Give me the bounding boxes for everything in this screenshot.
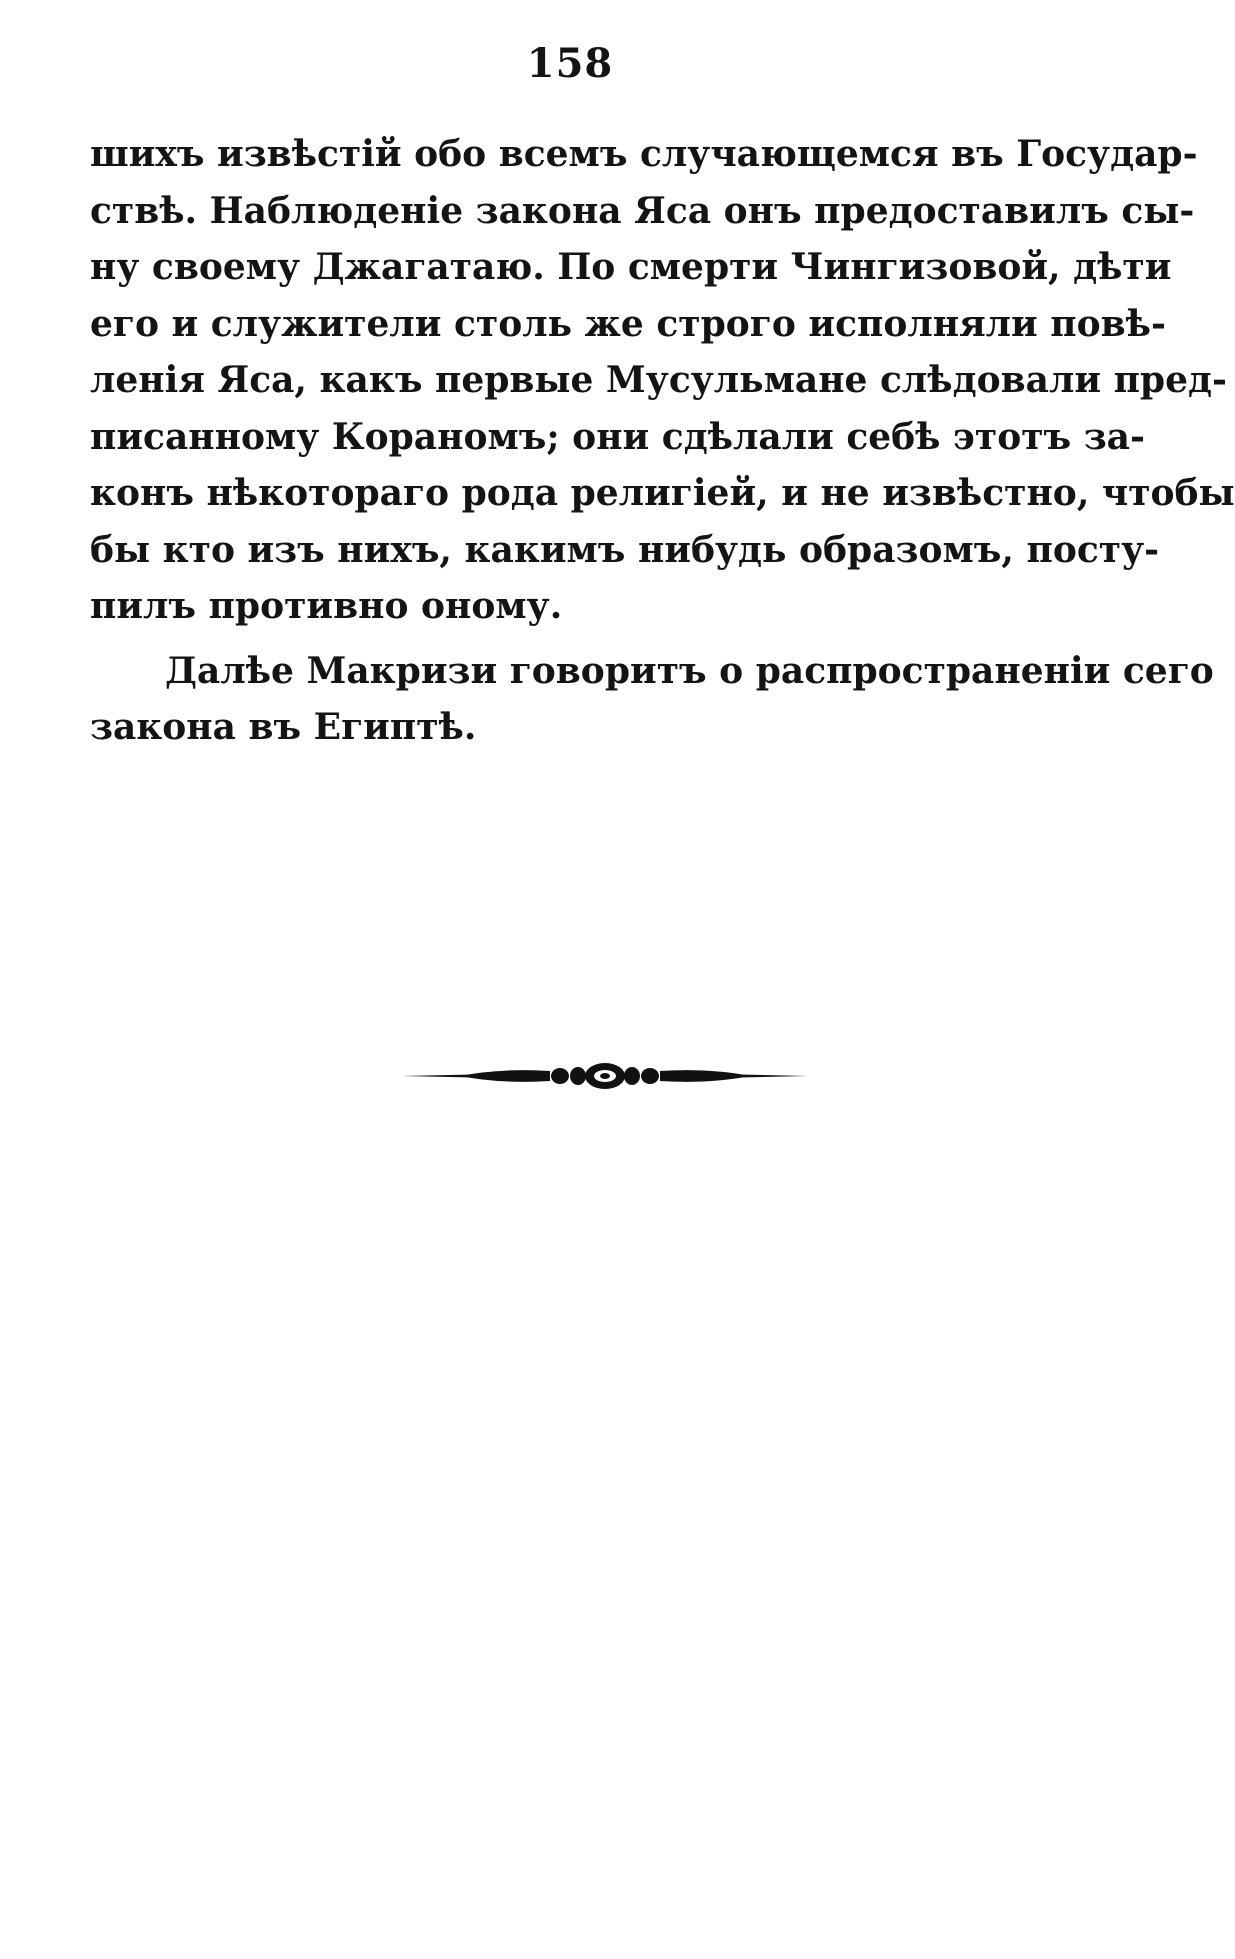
text-line: писанному Кораномъ; они сдѣлали себѣ этотъ за- [90,415,1145,458]
text-line: ну своему Джагатаю. По смерти Чингизовой, дѣти [90,246,1172,288]
text-line: ленія Яса, какъ первые Мусульмане слѣдовали пред- [90,359,1227,401]
paragraph-1 [90,126,1235,635]
text-line: его и служители столь же строго исполняли повѣ- [90,302,1166,345]
text-line: шихъ извѣстій обо всемъ случающемся въ Государ- [90,133,1198,175]
text-line: пилъ противно оному. [90,585,563,627]
text-line: закона въ Египтѣ. [90,706,477,748]
paragraph-2 [90,643,1214,756]
body-text [90,126,1235,756]
text-line: Далѣе Макризи говоритъ о распространеніи сего [165,649,1214,692]
text-line: ствѣ. Наблюденіе закона Яса онъ предоставилъ сы- [90,189,1195,232]
tailpiece-ornament-icon [400,1056,810,1096]
text-line: бы кто изъ нихъ, какимъ нибудь образомъ, посту- [90,528,1160,571]
page-number: 158 [526,40,614,87]
text-line: конъ нѣкотораго рода религіей, и не извѣстно, чтобы [90,472,1235,514]
